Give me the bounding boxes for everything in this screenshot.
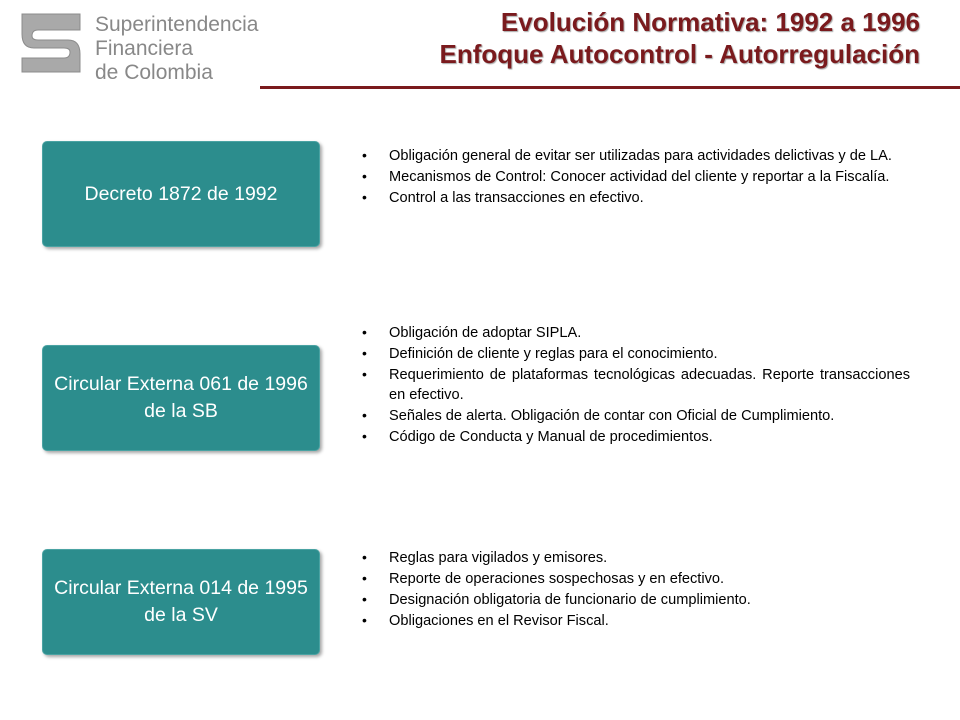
superintendencia-logo [18, 10, 258, 86]
title-divider [260, 86, 960, 89]
slide-title [440, 6, 920, 70]
list-item-text: Designación obligatoria de funcionario de cumplimiento. [389, 592, 751, 608]
list-item-text: Requerimiento de plataformas tecnológicas adecuadas. Reporte transacciones en efectivo. [389, 367, 910, 403]
list-item [362, 590, 910, 610]
bullet-icon: • [362, 189, 367, 205]
bullet-icon: • [362, 549, 367, 565]
norm-box-label: Circular Externa 014 de 1995 de la SV [54, 577, 308, 626]
norm-box-label: Circular Externa 061 de 1996 de la SB [54, 373, 308, 422]
list-item [362, 344, 910, 364]
list-item [362, 611, 910, 631]
list-item-text: Reglas para vigilados y emisores. [389, 550, 608, 566]
logo-s-icon [18, 10, 84, 76]
norm-box-decreto-1872 [42, 141, 320, 247]
list-item-text: Obligaciones en el Revisor Fiscal. [389, 613, 609, 629]
logo-line-1: Superintendencia [95, 13, 259, 36]
bullet-list-circular-014 [362, 548, 910, 632]
list-item [362, 569, 910, 589]
list-item-text: Obligación de adoptar SIPLA. [389, 325, 582, 341]
list-item [362, 427, 910, 447]
bullet-icon: • [362, 612, 367, 628]
list-item-text: Reporte de operaciones sospechosas y en efectivo. [389, 571, 725, 587]
list-item [362, 548, 910, 568]
bullet-icon: • [362, 324, 367, 340]
bullet-icon: • [362, 570, 367, 586]
title-line-2: Enfoque Autocontrol - Autorregulación [439, 39, 920, 69]
list-item [362, 365, 910, 405]
logo-line-2: Financiera [95, 37, 194, 60]
norm-box-circular-014 [42, 549, 320, 655]
bullet-icon: • [362, 366, 367, 382]
bullet-list-circular-061 [362, 323, 910, 448]
list-item-text: Obligación general de evitar ser utilizadas para actividades delictivas y de LA. [389, 148, 892, 164]
bullet-icon: • [362, 407, 367, 423]
list-item-text: Código de Conducta y Manual de procedimientos. [389, 429, 713, 445]
title-line-1: Evolución Normativa: 1992 a 1996 [500, 7, 920, 37]
norm-box-circular-061 [42, 345, 320, 451]
list-item [362, 167, 910, 187]
logo-text [95, 13, 258, 85]
list-item [362, 188, 910, 208]
bullet-icon: • [362, 168, 367, 184]
logo-line-3: de Colombia [95, 61, 213, 84]
bullet-icon: • [362, 147, 367, 163]
list-item [362, 323, 910, 343]
list-item [362, 146, 910, 166]
bullet-icon: • [362, 428, 367, 444]
list-item-text: Control a las transacciones en efectivo. [389, 190, 644, 206]
bullet-list-decreto-1872 [362, 146, 910, 209]
list-item-text: Mecanismos de Control: Conocer actividad del cliente y reportar a la Fiscalía. [389, 169, 890, 185]
list-item [362, 406, 910, 426]
bullet-icon: • [362, 345, 367, 361]
bullet-icon: • [362, 591, 367, 607]
norm-box-label: Decreto 1872 de 1992 [84, 182, 278, 205]
list-item-text: Señales de alerta. Obligación de contar con Oficial de Cumplimiento. [389, 408, 835, 424]
list-item-text: Definición de cliente y reglas para el conocimiento. [389, 346, 718, 362]
